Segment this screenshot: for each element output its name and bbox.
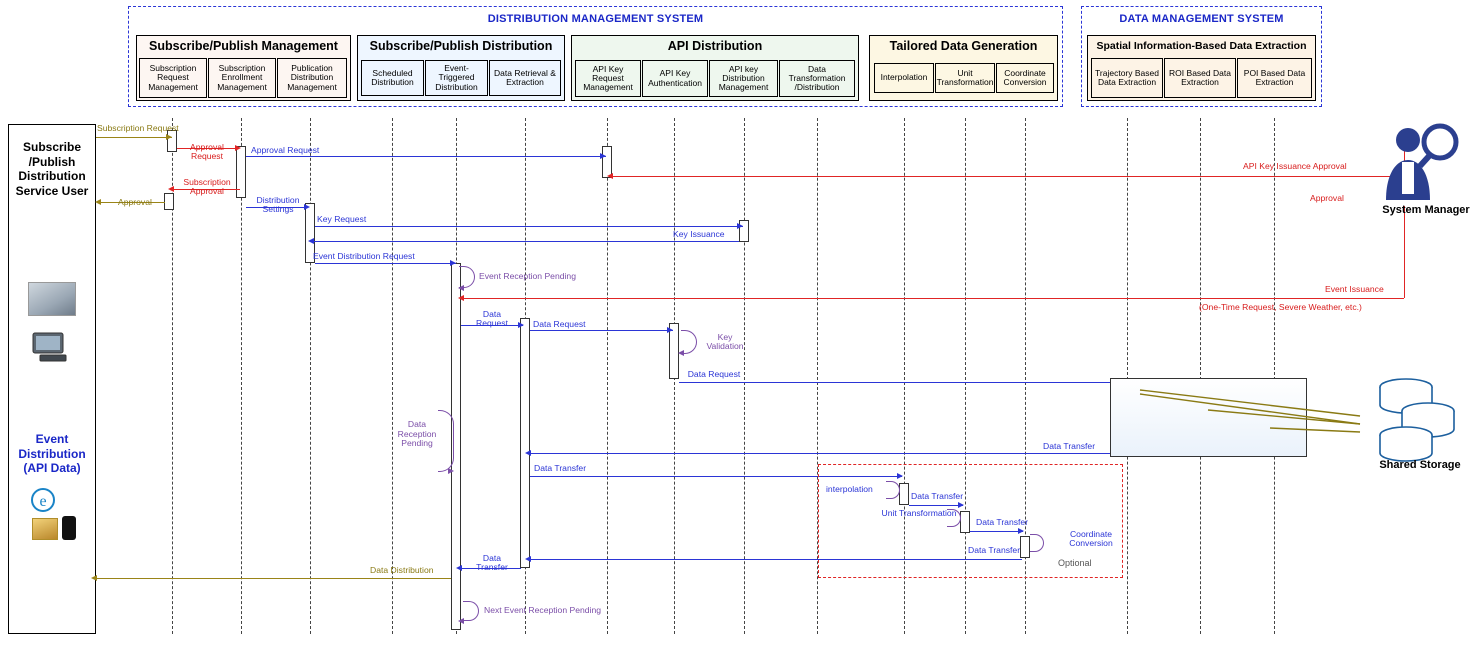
label-shared-storage: Shared Storage xyxy=(1379,459,1461,471)
lifeline-api-key-request xyxy=(607,118,608,634)
label-event-reception-pending: Event Reception Pending xyxy=(479,271,576,281)
arrowhead-data-request-1 xyxy=(518,322,524,328)
label-event-issuance-note: (One-Time Request, Severe Weather, etc.) xyxy=(1199,302,1362,312)
label-subscription-approval: Subscription Approval xyxy=(183,177,231,197)
leaf-scheduled-distribution[interactable]: Scheduled Distribution xyxy=(361,60,424,96)
arrowhead-approval-request-blue xyxy=(600,153,606,159)
label-event-issuance: Event Issuance xyxy=(1325,284,1384,294)
arrow-data-transfer-5 xyxy=(530,559,1022,560)
label-data-transfer-5: Data Transfer xyxy=(968,545,1021,555)
arrow-data-request-2 xyxy=(530,330,673,331)
label-api-key-issuance-approval: API Key Issuance Approval xyxy=(1243,161,1347,171)
selfloop-next-event-reception-pending xyxy=(463,601,479,621)
arrow-subscription-request xyxy=(96,137,172,138)
lifeline-publication-distribution xyxy=(310,118,311,634)
arrowhead-event-reception-pending xyxy=(458,285,464,291)
arrowhead-event-distribution-request xyxy=(450,260,456,266)
label-approval-olive: Approval xyxy=(118,197,152,207)
arrow-data-transfer-1 xyxy=(530,453,1110,454)
arrow-data-request-3 xyxy=(679,382,1131,383)
label-data-transfer-4: Data Transfer xyxy=(976,517,1029,527)
arrowhead-api-key-issuance-approval xyxy=(607,173,613,179)
label-data-transfer-2: Data Transfer xyxy=(534,463,587,473)
leaf-interpolation[interactable]: Interpolation xyxy=(874,63,934,93)
label-data-request-3: Data Request xyxy=(687,369,741,379)
arrowhead-data-distribution xyxy=(91,575,97,581)
label-key-request: Key Request xyxy=(317,214,367,224)
label-key-issuance: Key Issuance xyxy=(673,229,725,239)
lifeline-scheduled-distribution xyxy=(392,118,393,634)
actor-label-left: Subscribe /Publish Distribution Service User xyxy=(15,140,89,198)
section-title-tailored-data-generation: Tailored Data Generation xyxy=(889,39,1038,53)
arrowhead-data-transfer-1 xyxy=(525,450,531,456)
database-cylinders-icon xyxy=(1366,375,1462,471)
leaf-subscription-enrollment-management[interactable]: Subscription Enrollment Management xyxy=(208,58,276,98)
arrowhead-data-reception-pending xyxy=(448,468,454,474)
leaf-unit-transformation[interactable]: Unit Transformation xyxy=(935,63,995,93)
actor-label-left-sub: Event Distribution (API Data) xyxy=(18,432,86,476)
arrowhead-data-transfer-6 xyxy=(456,565,462,571)
arrow-api-key-issuance-approval xyxy=(612,176,1404,177)
arrowhead-approval-request-red xyxy=(235,145,241,151)
lifeline-poi-extraction xyxy=(1274,118,1275,634)
arrowhead-data-transfer-4 xyxy=(1018,528,1024,534)
arrow-event-distribution-request xyxy=(315,263,456,264)
arrowhead-next-event-reception-pending xyxy=(458,618,464,624)
arrow-data-distribution xyxy=(96,578,451,579)
section-title-spatial: Spatial Information-Based Data Extraction xyxy=(1096,40,1307,52)
section-title-subscribe-publish-distribution: Subscribe/Publish Distribution xyxy=(369,39,553,53)
label-data-transfer-6: Data Transfer xyxy=(476,553,508,573)
leaf-subscription-request-management[interactable]: Subscription Request Management xyxy=(139,58,207,98)
activation-bar-b xyxy=(164,193,174,210)
selfloop-data-reception-pending xyxy=(438,410,454,472)
group-title-dms: DISTRIBUTION MANAGEMENT SYSTEM xyxy=(487,13,704,25)
leaf-poi-based-data-extraction[interactable]: POI Based Data Extraction xyxy=(1237,58,1312,98)
storage-connectors xyxy=(1130,380,1380,460)
folder-icon xyxy=(32,518,58,540)
label-system-manager: System Manager xyxy=(1382,204,1470,216)
label-interpolation: interpolation xyxy=(826,484,873,494)
label-data-transfer-3: Data Transfer xyxy=(911,491,964,501)
arrow-key-issuance xyxy=(313,241,739,242)
label-coordinate-conversion: Coordinate Conversion xyxy=(1069,529,1113,549)
leaf-roi-based-data-extraction[interactable]: ROI Based Data Extraction xyxy=(1164,58,1236,98)
leaf-api-key-distribution-management[interactable]: API key Distribution Management xyxy=(709,60,778,97)
mobile-icon xyxy=(62,516,76,540)
computer-icon xyxy=(30,330,74,364)
users-photo-icon xyxy=(28,282,76,316)
arrowhead-data-transfer-3 xyxy=(958,502,964,508)
arrowhead-key-validation xyxy=(678,350,684,356)
system-manager-icon xyxy=(1382,122,1468,206)
lifeline-api-key-distribution xyxy=(744,118,745,634)
leaf-trajectory-based-data-extraction[interactable]: Trajectory Based Data Extraction xyxy=(1091,58,1163,98)
actor-box-left xyxy=(8,124,96,634)
arrowhead-data-request-2 xyxy=(667,327,673,333)
arrowhead-key-request xyxy=(737,223,743,229)
label-data-reception-pending: Data Reception Pending xyxy=(397,419,437,449)
label-data-request-1: Data Request xyxy=(475,309,508,329)
lifeline-trajectory-extraction xyxy=(1127,118,1128,634)
arrowhead-data-transfer-5 xyxy=(525,556,531,562)
label-optional: Optional xyxy=(1058,558,1092,568)
leaf-api-key-request-management[interactable]: API Key Request Management xyxy=(575,60,641,97)
section-title-api-distribution: API Distribution xyxy=(667,39,763,53)
leaf-data-transformation-distribution[interactable]: Data Transformation /Distribution xyxy=(779,60,855,97)
arrow-approval-request-blue xyxy=(246,156,606,157)
label-unit-transformation: Unit Transformation xyxy=(881,508,957,518)
arrowhead-event-issuance xyxy=(458,295,464,301)
section-title-subscribe-publish-management: Subscribe/Publish Management xyxy=(149,39,338,53)
arrowhead-subscription-request xyxy=(166,134,172,140)
arrow-event-issuance xyxy=(463,298,1404,299)
label-approval-manager: Approval xyxy=(1310,193,1344,203)
label-approval-request-blue: Approval Request xyxy=(251,145,320,155)
leaf-publication-distribution-management[interactable]: Publication Distribution Management xyxy=(277,58,347,98)
leaf-event-triggered-distribution[interactable]: Event-Triggered Distribution xyxy=(425,60,488,96)
leaf-coordinate-conversion[interactable]: Coordinate Conversion xyxy=(996,63,1054,93)
manager-vertical-connector-2 xyxy=(1404,206,1405,298)
label-key-validation: Key Validation xyxy=(706,332,744,352)
browser-icon xyxy=(30,487,56,513)
label-event-distribution-request: Event Distribution Request xyxy=(313,251,415,261)
arrow-data-transfer-4 xyxy=(970,531,1023,532)
label-approval-request-red: Approval Request xyxy=(190,142,224,162)
label-data-request-2: Data Request xyxy=(533,319,586,329)
label-next-event-reception-pending: Next Event Reception Pending xyxy=(484,605,602,615)
arrow-key-request xyxy=(315,226,743,227)
svg-text:e: e xyxy=(39,493,47,510)
activation-bar-data-retrieval xyxy=(520,318,530,568)
group-title-dms2: DATA MANAGEMENT SYSTEM xyxy=(1119,13,1284,25)
label-subscription-request: Subscription Request xyxy=(97,123,179,133)
label-distribution-settings: Distribution Settings xyxy=(256,195,300,215)
leaf-api-key-authentication[interactable]: API Key Authentication xyxy=(642,60,708,97)
arrowhead-subscription-approval xyxy=(168,186,174,192)
label-data-transfer-1: Data Transfer xyxy=(1043,441,1096,451)
arrow-data-transfer-3 xyxy=(909,505,963,506)
leaf-data-retrieval-extraction[interactable]: Data Retrieval & Extraction xyxy=(489,60,561,96)
label-data-distribution: Data Distribution xyxy=(370,565,434,575)
lifeline-roi-extraction xyxy=(1200,118,1201,634)
arrowhead-key-issuance xyxy=(308,238,314,244)
arrowhead-approval-olive xyxy=(95,199,101,205)
